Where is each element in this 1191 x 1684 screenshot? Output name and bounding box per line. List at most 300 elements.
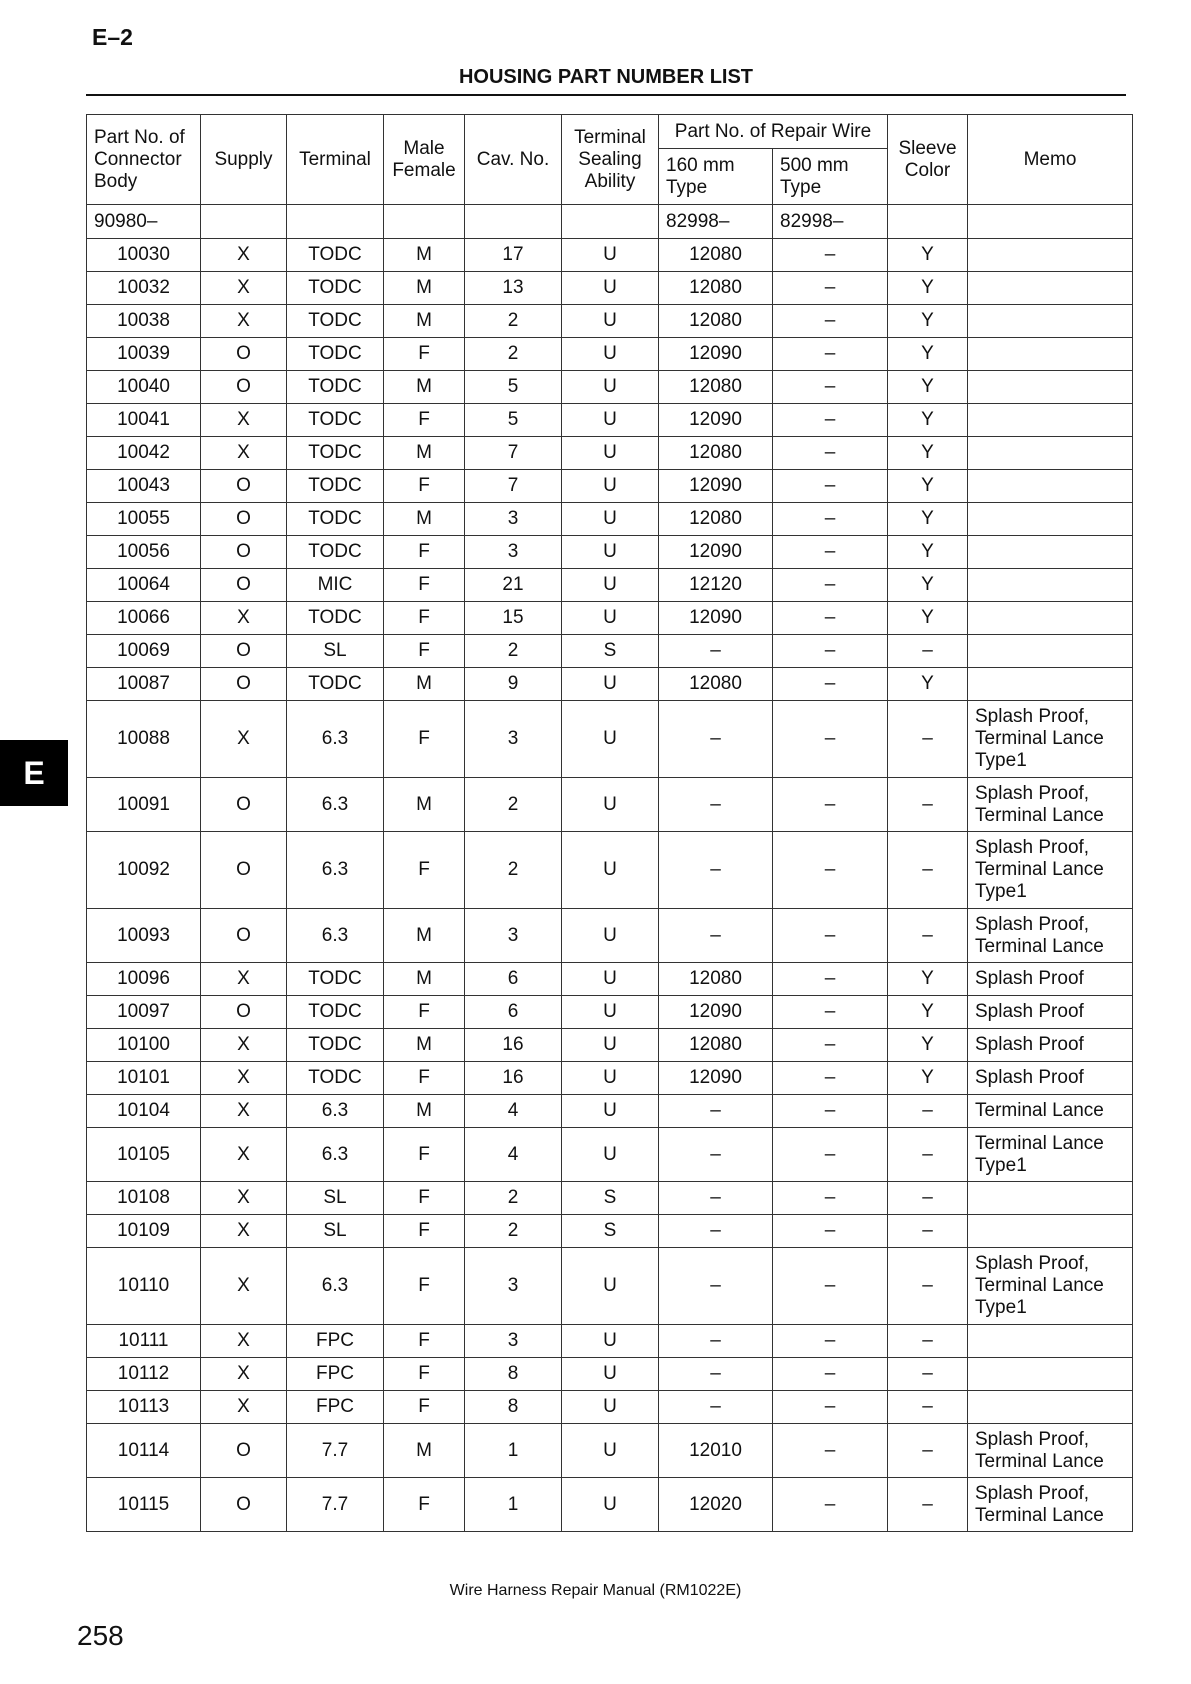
page-title: HOUSING PART NUMBER LIST: [458, 66, 754, 88]
male-female-cell: M: [384, 778, 465, 832]
part-no-cell: 10114: [87, 1424, 201, 1478]
part-no-cell: 10069: [87, 635, 201, 668]
sleeve-color-cell: Y: [888, 996, 968, 1029]
male-female-cell: F: [384, 1358, 465, 1391]
header-memo: Memo: [968, 115, 1133, 205]
cav-no-cell: 13: [465, 272, 562, 305]
memo-cell: Splash Proof, Terminal Lance: [968, 1424, 1133, 1478]
sleeve-color-cell: Y: [888, 338, 968, 371]
terminal-cell: 6.3: [287, 832, 384, 909]
table-row: [87, 1029, 1133, 1062]
wire-500-cell: –: [773, 1182, 888, 1215]
cav-no-cell: 16: [465, 1029, 562, 1062]
wire-500-cell: –: [773, 1325, 888, 1358]
memo-cell: [968, 338, 1133, 371]
terminal-cell: TODC: [287, 668, 384, 701]
cav-no-cell: 3: [465, 536, 562, 569]
table-row: [87, 1095, 1133, 1128]
sleeve-color-cell: Y: [888, 239, 968, 272]
male-female-cell: M: [384, 909, 465, 963]
table-row: [87, 272, 1133, 305]
cav-no-cell: 2: [465, 832, 562, 909]
table-row: [87, 503, 1133, 536]
male-female-cell: M: [384, 503, 465, 536]
terminal-cell: MIC: [287, 569, 384, 602]
sealing-cell: U: [562, 404, 659, 437]
wire-160-cell: –: [659, 1325, 773, 1358]
cav-no-cell: 3: [465, 701, 562, 778]
terminal-cell: 6.3: [287, 1095, 384, 1128]
table-row: [87, 963, 1133, 996]
memo-cell: [968, 1391, 1133, 1424]
sleeve-color-cell: Y: [888, 371, 968, 404]
part-no-cell: 10096: [87, 963, 201, 996]
wire-160-cell: –: [659, 1248, 773, 1325]
wire-500-cell: –: [773, 338, 888, 371]
sleeve-color-cell: Y: [888, 470, 968, 503]
header-cav-no: Cav. No.: [465, 115, 562, 205]
supply-cell: X: [201, 1062, 287, 1095]
header-wire-160mm: 160 mm Type: [659, 149, 773, 205]
wire-500-cell: –: [773, 778, 888, 832]
male-female-cell: F: [384, 1325, 465, 1358]
terminal-cell: 6.3: [287, 1128, 384, 1182]
wire-500-cell: –: [773, 1095, 888, 1128]
cav-no-cell: 17: [465, 239, 562, 272]
supply-cell: X: [201, 1128, 287, 1182]
sleeve-color-cell: –: [888, 1424, 968, 1478]
header-terminal-sealing: Terminal Sealing Ability: [562, 115, 659, 205]
sealing-cell: U: [562, 338, 659, 371]
wire-500-cell: –: [773, 503, 888, 536]
header-supply: Supply: [201, 115, 287, 205]
wire-160-cell: –: [659, 1391, 773, 1424]
supply-cell: O: [201, 778, 287, 832]
wire-500-cell: –: [773, 602, 888, 635]
sleeve-color-cell: –: [888, 778, 968, 832]
male-female-cell: M: [384, 437, 465, 470]
part-no-cell: 10064: [87, 569, 201, 602]
sleeve-color-cell: –: [888, 1215, 968, 1248]
wire-160-cell: –: [659, 778, 773, 832]
cav-no-cell: 8: [465, 1358, 562, 1391]
part-no-cell: 10112: [87, 1358, 201, 1391]
terminal-cell: TODC: [287, 338, 384, 371]
cav-no-cell: 6: [465, 963, 562, 996]
cav-no-cell: 9: [465, 668, 562, 701]
wire-160-cell: 12120: [659, 569, 773, 602]
terminal-cell: SL: [287, 1182, 384, 1215]
terminal-cell: TODC: [287, 963, 384, 996]
cav-no-cell: 4: [465, 1095, 562, 1128]
sealing-cell: U: [562, 963, 659, 996]
sleeve-color-cell: –: [888, 635, 968, 668]
part-no-cell: 10092: [87, 832, 201, 909]
supply-cell: O: [201, 338, 287, 371]
cav-no-cell: 3: [465, 503, 562, 536]
cav-no-cell: 16: [465, 1062, 562, 1095]
manual-footer: Wire Harness Repair Manual (RM1022E): [449, 1582, 742, 1599]
terminal-cell: SL: [287, 1215, 384, 1248]
sealing-cell: U: [562, 305, 659, 338]
supply-cell: X: [201, 1029, 287, 1062]
wire-160-cell: –: [659, 1182, 773, 1215]
wire-160-cell: –: [659, 1215, 773, 1248]
terminal-cell: SL: [287, 635, 384, 668]
sleeve-color-cell: –: [888, 1391, 968, 1424]
terminal-cell: TODC: [287, 996, 384, 1029]
table-row: [87, 778, 1133, 832]
wire-500-cell: –: [773, 909, 888, 963]
memo-cell: [968, 1215, 1133, 1248]
male-female-cell: F: [384, 635, 465, 668]
male-female-cell: F: [384, 1478, 465, 1532]
wire-160-cell: –: [659, 1358, 773, 1391]
cav-no-cell: 8: [465, 1391, 562, 1424]
supply-cell: X: [201, 1325, 287, 1358]
terminal-cell: 7.7: [287, 1424, 384, 1478]
supply-cell: O: [201, 635, 287, 668]
terminal-cell: TODC: [287, 602, 384, 635]
memo-cell: [968, 503, 1133, 536]
memo-cell: [968, 437, 1133, 470]
male-female-cell: M: [384, 668, 465, 701]
terminal-cell: TODC: [287, 503, 384, 536]
wire-500-cell: –: [773, 1478, 888, 1532]
wire-500-cell: –: [773, 305, 888, 338]
housing-part-table: [86, 114, 1133, 1532]
wire-500-cell: –: [773, 272, 888, 305]
sealing-cell: U: [562, 503, 659, 536]
cav-no-cell: 2: [465, 305, 562, 338]
part-no-cell: 10109: [87, 1215, 201, 1248]
supply-cell: X: [201, 1182, 287, 1215]
supply-cell: O: [201, 1478, 287, 1532]
table-row: [87, 701, 1133, 778]
supply-cell: O: [201, 470, 287, 503]
part-no-cell: 10032: [87, 272, 201, 305]
wire-160-cell: –: [659, 1095, 773, 1128]
terminal-cell: TODC: [287, 371, 384, 404]
wire-500-cell: –: [773, 404, 888, 437]
wire-500-cell: –: [773, 239, 888, 272]
wire-160-cell: –: [659, 701, 773, 778]
wire-160-cell: 12080: [659, 239, 773, 272]
terminal-cell: FPC: [287, 1391, 384, 1424]
male-female-cell: F: [384, 1391, 465, 1424]
terminal-cell: 7.7: [287, 1478, 384, 1532]
wire-160-cell: 12080: [659, 1029, 773, 1062]
memo-cell: Splash Proof, Terminal Lance Type1: [968, 701, 1133, 778]
table-row: [87, 1248, 1133, 1325]
wire-160-cell: 12010: [659, 1424, 773, 1478]
memo-cell: [968, 272, 1133, 305]
memo-cell: [968, 602, 1133, 635]
supply-cell: X: [201, 602, 287, 635]
male-female-cell: F: [384, 996, 465, 1029]
wire-500-cell: –: [773, 1029, 888, 1062]
supply-cell: X: [201, 1095, 287, 1128]
sleeve-color-cell: Y: [888, 437, 968, 470]
part-no-cell: 10104: [87, 1095, 201, 1128]
male-female-cell: F: [384, 338, 465, 371]
table-row: [87, 832, 1133, 909]
part-no-cell: 10093: [87, 909, 201, 963]
sleeve-color-cell: Y: [888, 404, 968, 437]
terminal-cell: 6.3: [287, 909, 384, 963]
wire-160-cell: 12090: [659, 536, 773, 569]
wire-500-cell: –: [773, 668, 888, 701]
cav-no-cell: 21: [465, 569, 562, 602]
sealing-cell: U: [562, 832, 659, 909]
supply-cell: O: [201, 668, 287, 701]
prefix-wire-500: 82998–: [773, 205, 888, 239]
memo-cell: [968, 1325, 1133, 1358]
part-no-cell: 10115: [87, 1478, 201, 1532]
table-row: [87, 1478, 1133, 1532]
terminal-cell: TODC: [287, 437, 384, 470]
memo-cell: [968, 1182, 1133, 1215]
sleeve-color-cell: –: [888, 1358, 968, 1391]
wire-160-cell: 12080: [659, 668, 773, 701]
sleeve-color-cell: Y: [888, 536, 968, 569]
memo-cell: [968, 569, 1133, 602]
part-no-cell: 10042: [87, 437, 201, 470]
part-no-cell: 10105: [87, 1128, 201, 1182]
memo-cell: [968, 404, 1133, 437]
sealing-cell: S: [562, 635, 659, 668]
terminal-cell: TODC: [287, 1062, 384, 1095]
section-code: E–2: [92, 24, 133, 50]
male-female-cell: F: [384, 470, 465, 503]
sealing-cell: U: [562, 909, 659, 963]
part-no-cell: 10108: [87, 1182, 201, 1215]
memo-cell: [968, 371, 1133, 404]
male-female-cell: F: [384, 404, 465, 437]
sealing-cell: U: [562, 239, 659, 272]
part-no-cell: 10111: [87, 1325, 201, 1358]
header-part-no-connector: Part No. of Connector Body: [87, 115, 201, 205]
sealing-cell: U: [562, 668, 659, 701]
header-terminal: Terminal: [287, 115, 384, 205]
sleeve-color-cell: –: [888, 1182, 968, 1215]
table-row: [87, 305, 1133, 338]
sealing-cell: U: [562, 1325, 659, 1358]
terminal-cell: 6.3: [287, 1248, 384, 1325]
wire-160-cell: 12080: [659, 272, 773, 305]
supply-cell: X: [201, 1358, 287, 1391]
supply-cell: X: [201, 404, 287, 437]
wire-500-cell: –: [773, 470, 888, 503]
wire-500-cell: –: [773, 536, 888, 569]
male-female-cell: F: [384, 1182, 465, 1215]
table-row: [87, 909, 1133, 963]
supply-cell: X: [201, 701, 287, 778]
male-female-cell: M: [384, 272, 465, 305]
terminal-cell: FPC: [287, 1358, 384, 1391]
memo-cell: Splash Proof, Terminal Lance: [968, 909, 1133, 963]
sleeve-color-cell: Y: [888, 272, 968, 305]
wire-500-cell: –: [773, 635, 888, 668]
header-sleeve-color: Sleeve Color: [888, 115, 968, 205]
sealing-cell: U: [562, 602, 659, 635]
table-row: [87, 569, 1133, 602]
male-female-cell: M: [384, 963, 465, 996]
cav-no-cell: 3: [465, 1248, 562, 1325]
part-no-cell: 10056: [87, 536, 201, 569]
terminal-cell: TODC: [287, 404, 384, 437]
wire-500-cell: –: [773, 701, 888, 778]
cav-no-cell: 2: [465, 1182, 562, 1215]
wire-160-cell: 12090: [659, 470, 773, 503]
memo-cell: [968, 305, 1133, 338]
sealing-cell: U: [562, 437, 659, 470]
prefix-wire-160: 82998–: [659, 205, 773, 239]
memo-cell: Splash Proof, Terminal Lance Type1: [968, 832, 1133, 909]
part-no-cell: 10091: [87, 778, 201, 832]
terminal-cell: FPC: [287, 1325, 384, 1358]
terminal-cell: 6.3: [287, 778, 384, 832]
cav-no-cell: 7: [465, 470, 562, 503]
cav-no-cell: 3: [465, 1325, 562, 1358]
wire-160-cell: 12020: [659, 1478, 773, 1532]
sleeve-color-cell: Y: [888, 1062, 968, 1095]
supply-cell: X: [201, 1248, 287, 1325]
part-no-cell: 10043: [87, 470, 201, 503]
table-row: [87, 536, 1133, 569]
part-no-cell: 10100: [87, 1029, 201, 1062]
sleeve-color-cell: Y: [888, 305, 968, 338]
wire-500-cell: –: [773, 1215, 888, 1248]
male-female-cell: F: [384, 1128, 465, 1182]
sealing-cell: U: [562, 1478, 659, 1532]
memo-cell: [968, 668, 1133, 701]
prefix-row: [87, 205, 1133, 239]
supply-cell: O: [201, 371, 287, 404]
wire-160-cell: –: [659, 832, 773, 909]
part-no-cell: 10038: [87, 305, 201, 338]
table-row: [87, 1128, 1133, 1182]
terminal-cell: TODC: [287, 536, 384, 569]
wire-500-cell: –: [773, 1424, 888, 1478]
memo-cell: Terminal Lance Type1: [968, 1128, 1133, 1182]
supply-cell: O: [201, 832, 287, 909]
supply-cell: O: [201, 503, 287, 536]
male-female-cell: M: [384, 239, 465, 272]
male-female-cell: M: [384, 1029, 465, 1062]
wire-160-cell: –: [659, 635, 773, 668]
supply-cell: O: [201, 996, 287, 1029]
cav-no-cell: 2: [465, 635, 562, 668]
sealing-cell: S: [562, 1182, 659, 1215]
cav-no-cell: 3: [465, 909, 562, 963]
part-no-cell: 10113: [87, 1391, 201, 1424]
sealing-cell: S: [562, 1215, 659, 1248]
cav-no-cell: 7: [465, 437, 562, 470]
supply-cell: X: [201, 1391, 287, 1424]
terminal-cell: TODC: [287, 272, 384, 305]
sealing-cell: U: [562, 1424, 659, 1478]
memo-cell: [968, 470, 1133, 503]
terminal-cell: TODC: [287, 1029, 384, 1062]
wire-160-cell: 12090: [659, 404, 773, 437]
table-row: [87, 437, 1133, 470]
cav-no-cell: 5: [465, 371, 562, 404]
sleeve-color-cell: –: [888, 1248, 968, 1325]
cav-no-cell: 2: [465, 338, 562, 371]
header-repair-wire: Part No. of Repair Wire: [659, 115, 888, 149]
sealing-cell: U: [562, 272, 659, 305]
sealing-cell: U: [562, 536, 659, 569]
table-row: [87, 1358, 1133, 1391]
supply-cell: O: [201, 536, 287, 569]
sealing-cell: U: [562, 371, 659, 404]
part-no-cell: 10055: [87, 503, 201, 536]
cav-no-cell: 15: [465, 602, 562, 635]
supply-cell: X: [201, 1215, 287, 1248]
table-row: [87, 371, 1133, 404]
sleeve-color-cell: –: [888, 1095, 968, 1128]
wire-500-cell: –: [773, 1391, 888, 1424]
table-row: [87, 1062, 1133, 1095]
memo-cell: [968, 239, 1133, 272]
memo-cell: Splash Proof, Terminal Lance: [968, 778, 1133, 832]
sealing-cell: U: [562, 1391, 659, 1424]
male-female-cell: M: [384, 305, 465, 338]
supply-cell: O: [201, 1424, 287, 1478]
title-rule: [86, 94, 1126, 96]
supply-cell: X: [201, 239, 287, 272]
sleeve-color-cell: –: [888, 1325, 968, 1358]
sealing-cell: U: [562, 1358, 659, 1391]
wire-500-cell: –: [773, 963, 888, 996]
memo-cell: [968, 635, 1133, 668]
sleeve-color-cell: –: [888, 909, 968, 963]
wire-160-cell: 12090: [659, 338, 773, 371]
sleeve-color-cell: –: [888, 832, 968, 909]
wire-500-cell: –: [773, 996, 888, 1029]
supply-cell: X: [201, 963, 287, 996]
part-no-cell: 10101: [87, 1062, 201, 1095]
table-row: [87, 338, 1133, 371]
section-side-tab: E: [0, 740, 68, 806]
cav-no-cell: 4: [465, 1128, 562, 1182]
wire-160-cell: 12080: [659, 437, 773, 470]
page-number: 258: [77, 1620, 124, 1651]
sleeve-color-cell: Y: [888, 503, 968, 536]
wire-500-cell: –: [773, 1248, 888, 1325]
sealing-cell: U: [562, 1062, 659, 1095]
sealing-cell: U: [562, 1095, 659, 1128]
memo-cell: Splash Proof, Terminal Lance: [968, 1478, 1133, 1532]
sleeve-color-cell: –: [888, 701, 968, 778]
table-row: [87, 996, 1133, 1029]
table-row: [87, 635, 1133, 668]
table-row: [87, 1424, 1133, 1478]
wire-160-cell: 12090: [659, 1062, 773, 1095]
wire-160-cell: 12080: [659, 371, 773, 404]
header-male-female: Male Female: [384, 115, 465, 205]
cav-no-cell: 6: [465, 996, 562, 1029]
part-no-cell: 10030: [87, 239, 201, 272]
sleeve-color-cell: Y: [888, 1029, 968, 1062]
cav-no-cell: 5: [465, 404, 562, 437]
wire-500-cell: –: [773, 569, 888, 602]
sleeve-color-cell: –: [888, 1478, 968, 1532]
male-female-cell: F: [384, 536, 465, 569]
male-female-cell: M: [384, 1095, 465, 1128]
wire-160-cell: 12080: [659, 503, 773, 536]
